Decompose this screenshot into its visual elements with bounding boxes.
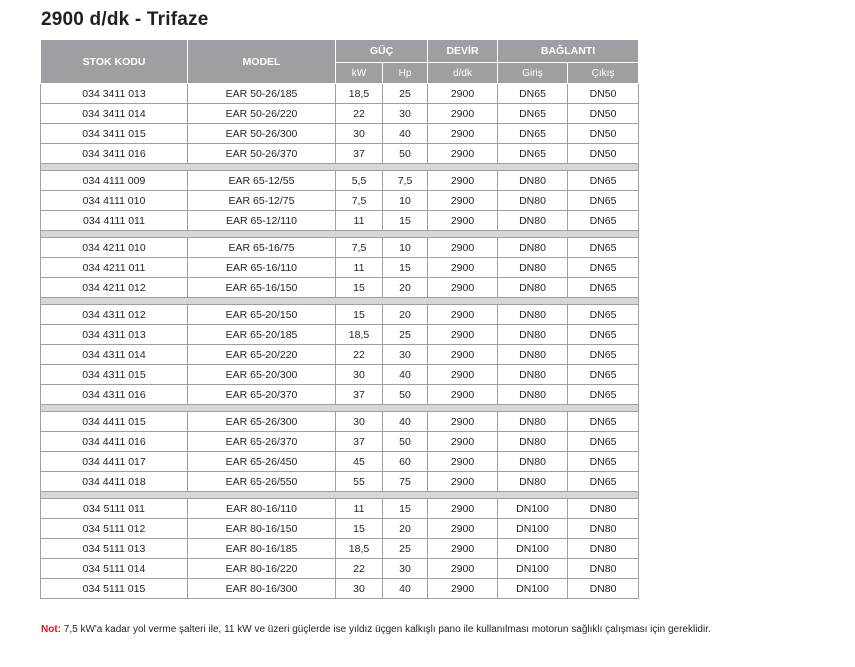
col-header-guc: GÜÇ: [336, 40, 428, 63]
kw-cell: 37: [336, 144, 383, 164]
devir-cell: 2900: [428, 452, 498, 472]
kw-cell: 30: [336, 412, 383, 432]
giris-cell: DN80: [498, 345, 568, 365]
cikis-cell: DN65: [568, 258, 639, 278]
stok-kodu-cell: 034 4111 009: [41, 171, 188, 191]
table-row: [41, 345, 639, 365]
cikis-cell: DN50: [568, 84, 639, 104]
cikis-cell: DN80: [568, 519, 639, 539]
model-cell: EAR 65-20/370: [188, 385, 336, 405]
cikis-cell: DN80: [568, 539, 639, 559]
stok-kodu-cell: 034 3411 014: [41, 104, 188, 124]
stok-kodu-cell: 034 4311 012: [41, 305, 188, 325]
col-header-ddk: d/dk: [428, 63, 498, 84]
hp-cell: 40: [383, 124, 428, 144]
giris-cell: DN100: [498, 519, 568, 539]
giris-cell: DN80: [498, 211, 568, 231]
model-cell: EAR 65-26/300: [188, 412, 336, 432]
col-header-kw: kW: [336, 63, 383, 84]
giris-cell: DN80: [498, 365, 568, 385]
kw-cell: 55: [336, 472, 383, 492]
cikis-cell: DN65: [568, 305, 639, 325]
col-header-giris: Giriş: [498, 63, 568, 84]
cikis-cell: DN65: [568, 211, 639, 231]
devir-cell: 2900: [428, 238, 498, 258]
cikis-cell: DN65: [568, 365, 639, 385]
stok-kodu-cell: 034 5111 013: [41, 539, 188, 559]
kw-cell: 22: [336, 104, 383, 124]
hp-cell: 30: [383, 104, 428, 124]
giris-cell: DN80: [498, 385, 568, 405]
giris-cell: DN80: [498, 191, 568, 211]
table-row: [41, 579, 639, 599]
model-cell: EAR 50-26/370: [188, 144, 336, 164]
table-row: [41, 305, 639, 325]
devir-cell: 2900: [428, 559, 498, 579]
giris-cell: DN100: [498, 539, 568, 559]
devir-cell: 2900: [428, 171, 498, 191]
model-cell: EAR 80-16/300: [188, 579, 336, 599]
cikis-cell: DN80: [568, 499, 639, 519]
devir-cell: 2900: [428, 499, 498, 519]
footnote-label: Not:: [41, 624, 61, 635]
kw-cell: 45: [336, 452, 383, 472]
cikis-cell: DN65: [568, 345, 639, 365]
devir-cell: 2900: [428, 385, 498, 405]
cikis-cell: DN80: [568, 559, 639, 579]
hp-cell: 30: [383, 559, 428, 579]
kw-cell: 30: [336, 365, 383, 385]
stok-kodu-cell: 034 4411 015: [41, 412, 188, 432]
stok-kodu-cell: 034 4311 016: [41, 385, 188, 405]
giris-cell: DN100: [498, 499, 568, 519]
giris-cell: DN100: [498, 579, 568, 599]
hp-cell: 10: [383, 191, 428, 211]
model-cell: EAR 65-26/550: [188, 472, 336, 492]
hp-cell: 7,5: [383, 171, 428, 191]
giris-cell: DN100: [498, 559, 568, 579]
giris-cell: DN65: [498, 144, 568, 164]
kw-cell: 37: [336, 432, 383, 452]
model-cell: EAR 80-16/110: [188, 499, 336, 519]
stok-kodu-cell: 034 4211 010: [41, 238, 188, 258]
stok-kodu-cell: 034 4211 011: [41, 258, 188, 278]
hp-cell: 60: [383, 452, 428, 472]
devir-cell: 2900: [428, 124, 498, 144]
model-cell: EAR 65-20/220: [188, 345, 336, 365]
hp-cell: 75: [383, 472, 428, 492]
table-row: [41, 238, 639, 258]
hp-cell: 40: [383, 412, 428, 432]
devir-cell: 2900: [428, 191, 498, 211]
giris-cell: DN80: [498, 171, 568, 191]
model-cell: EAR 65-12/55: [188, 171, 336, 191]
hp-cell: 30: [383, 345, 428, 365]
kw-cell: 30: [336, 124, 383, 144]
kw-cell: 18,5: [336, 325, 383, 345]
table-row: [41, 412, 639, 432]
stok-kodu-cell: 034 3411 015: [41, 124, 188, 144]
giris-cell: DN80: [498, 305, 568, 325]
devir-cell: 2900: [428, 258, 498, 278]
table-row: [41, 385, 639, 405]
devir-cell: 2900: [428, 84, 498, 104]
hp-cell: 25: [383, 325, 428, 345]
cikis-cell: DN65: [568, 171, 639, 191]
devir-cell: 2900: [428, 211, 498, 231]
model-cell: EAR 50-26/220: [188, 104, 336, 124]
kw-cell: 15: [336, 519, 383, 539]
cikis-cell: DN65: [568, 472, 639, 492]
col-header-cikis: Çıkış: [568, 63, 639, 84]
group-separator: [41, 298, 639, 305]
hp-cell: 20: [383, 305, 428, 325]
cikis-cell: DN65: [568, 278, 639, 298]
hp-cell: 15: [383, 499, 428, 519]
cikis-cell: DN65: [568, 412, 639, 432]
group-separator: [41, 231, 639, 238]
hp-cell: 10: [383, 238, 428, 258]
devir-cell: 2900: [428, 472, 498, 492]
model-cell: EAR 80-16/220: [188, 559, 336, 579]
table-row: [41, 278, 639, 298]
giris-cell: DN80: [498, 325, 568, 345]
group-separator: [41, 492, 639, 499]
model-cell: EAR 65-26/450: [188, 452, 336, 472]
model-cell: EAR 65-20/185: [188, 325, 336, 345]
kw-cell: 15: [336, 278, 383, 298]
kw-cell: 22: [336, 345, 383, 365]
table-row: [41, 472, 639, 492]
group-separator: [41, 164, 639, 171]
cikis-cell: DN65: [568, 452, 639, 472]
table-row: [41, 325, 639, 345]
model-cell: EAR 50-26/185: [188, 84, 336, 104]
model-cell: EAR 80-16/150: [188, 519, 336, 539]
hp-cell: 50: [383, 385, 428, 405]
group-separator-cell: [41, 231, 639, 238]
table-row: [41, 499, 639, 519]
kw-cell: 15: [336, 305, 383, 325]
devir-cell: 2900: [428, 345, 498, 365]
cikis-cell: DN65: [568, 325, 639, 345]
giris-cell: DN80: [498, 432, 568, 452]
stok-kodu-cell: 034 4311 013: [41, 325, 188, 345]
cikis-cell: DN50: [568, 144, 639, 164]
giris-cell: DN80: [498, 472, 568, 492]
kw-cell: 11: [336, 258, 383, 278]
stok-kodu-cell: 034 4411 017: [41, 452, 188, 472]
kw-cell: 37: [336, 385, 383, 405]
stok-kodu-cell: 034 4111 010: [41, 191, 188, 211]
devir-cell: 2900: [428, 305, 498, 325]
table-row: [41, 258, 639, 278]
devir-cell: 2900: [428, 412, 498, 432]
cikis-cell: DN65: [568, 191, 639, 211]
devir-cell: 2900: [428, 278, 498, 298]
model-cell: EAR 65-20/150: [188, 305, 336, 325]
model-cell: EAR 65-16/110: [188, 258, 336, 278]
stok-kodu-cell: 034 4411 018: [41, 472, 188, 492]
model-cell: EAR 65-12/75: [188, 191, 336, 211]
devir-cell: 2900: [428, 579, 498, 599]
hp-cell: 25: [383, 539, 428, 559]
table-row: [41, 452, 639, 472]
col-header-model: MODEL: [188, 40, 336, 84]
table-row: [41, 539, 639, 559]
giris-cell: DN80: [498, 238, 568, 258]
stok-kodu-cell: 034 3411 013: [41, 84, 188, 104]
kw-cell: 22: [336, 559, 383, 579]
model-cell: EAR 65-12/110: [188, 211, 336, 231]
devir-cell: 2900: [428, 144, 498, 164]
stok-kodu-cell: 034 3411 016: [41, 144, 188, 164]
devir-cell: 2900: [428, 539, 498, 559]
devir-cell: 2900: [428, 432, 498, 452]
devir-cell: 2900: [428, 325, 498, 345]
devir-cell: 2900: [428, 104, 498, 124]
kw-cell: 7,5: [336, 238, 383, 258]
table-row: [41, 144, 639, 164]
table-row: [41, 124, 639, 144]
stok-kodu-cell: 034 4411 016: [41, 432, 188, 452]
group-separator: [41, 405, 639, 412]
cikis-cell: DN50: [568, 104, 639, 124]
table-row: [41, 171, 639, 191]
kw-cell: 18,5: [336, 84, 383, 104]
table-row: [41, 84, 639, 104]
model-cell: EAR 65-26/370: [188, 432, 336, 452]
table-body: [41, 84, 639, 599]
cikis-cell: DN80: [568, 579, 639, 599]
giris-cell: DN65: [498, 124, 568, 144]
stok-kodu-cell: 034 5111 015: [41, 579, 188, 599]
hp-cell: 20: [383, 519, 428, 539]
hp-cell: 15: [383, 211, 428, 231]
hp-cell: 50: [383, 144, 428, 164]
cikis-cell: DN65: [568, 238, 639, 258]
table-row: [41, 432, 639, 452]
spec-table: [40, 39, 639, 599]
hp-cell: 15: [383, 258, 428, 278]
devir-cell: 2900: [428, 365, 498, 385]
kw-cell: 7,5: [336, 191, 383, 211]
cikis-cell: DN50: [568, 124, 639, 144]
giris-cell: DN80: [498, 258, 568, 278]
hp-cell: 40: [383, 579, 428, 599]
table-row: [41, 104, 639, 124]
table-row: [41, 559, 639, 579]
kw-cell: 11: [336, 211, 383, 231]
devir-cell: 2900: [428, 519, 498, 539]
kw-cell: 5,5: [336, 171, 383, 191]
col-header-baglanti: BAĞLANTI: [498, 40, 639, 63]
model-cell: EAR 50-26/300: [188, 124, 336, 144]
giris-cell: DN80: [498, 278, 568, 298]
kw-cell: 18,5: [336, 539, 383, 559]
kw-cell: 30: [336, 579, 383, 599]
table-row: [41, 211, 639, 231]
giris-cell: DN80: [498, 412, 568, 432]
col-header-devir: DEVİR: [428, 40, 498, 63]
group-separator-cell: [41, 298, 639, 305]
hp-cell: 20: [383, 278, 428, 298]
model-cell: EAR 65-16/75: [188, 238, 336, 258]
col-header-stok-kodu: STOK KODU: [41, 40, 188, 84]
footnote: [41, 624, 711, 635]
stok-kodu-cell: 034 4311 015: [41, 365, 188, 385]
giris-cell: DN65: [498, 104, 568, 124]
page-title: 2900 d/dk - Trifaze: [41, 9, 209, 30]
stok-kodu-cell: 034 5111 012: [41, 519, 188, 539]
cikis-cell: DN65: [568, 432, 639, 452]
hp-cell: 50: [383, 432, 428, 452]
stok-kodu-cell: 034 5111 014: [41, 559, 188, 579]
table-row: [41, 365, 639, 385]
stok-kodu-cell: 034 4111 011: [41, 211, 188, 231]
footnote-text: 7,5 kW'a kadar yol verme şalteri ile, 11 kW ve üzeri güçlerde ise yıldız üçgen kalkışlı pano ile kullanılması motorun sağlıklı çalışması için gereklidir.: [61, 624, 711, 635]
kw-cell: 11: [336, 499, 383, 519]
giris-cell: DN80: [498, 452, 568, 472]
table-row: [41, 519, 639, 539]
stok-kodu-cell: 034 4311 014: [41, 345, 188, 365]
stok-kodu-cell: 034 4211 012: [41, 278, 188, 298]
model-cell: EAR 80-16/185: [188, 539, 336, 559]
hp-cell: 25: [383, 84, 428, 104]
group-separator-cell: [41, 164, 639, 171]
group-separator-cell: [41, 492, 639, 499]
col-header-hp: Hp: [383, 63, 428, 84]
model-cell: EAR 65-20/300: [188, 365, 336, 385]
hp-cell: 40: [383, 365, 428, 385]
giris-cell: DN65: [498, 84, 568, 104]
cikis-cell: DN65: [568, 385, 639, 405]
table-row: [41, 191, 639, 211]
group-separator-cell: [41, 405, 639, 412]
stok-kodu-cell: 034 5111 011: [41, 499, 188, 519]
model-cell: EAR 65-16/150: [188, 278, 336, 298]
